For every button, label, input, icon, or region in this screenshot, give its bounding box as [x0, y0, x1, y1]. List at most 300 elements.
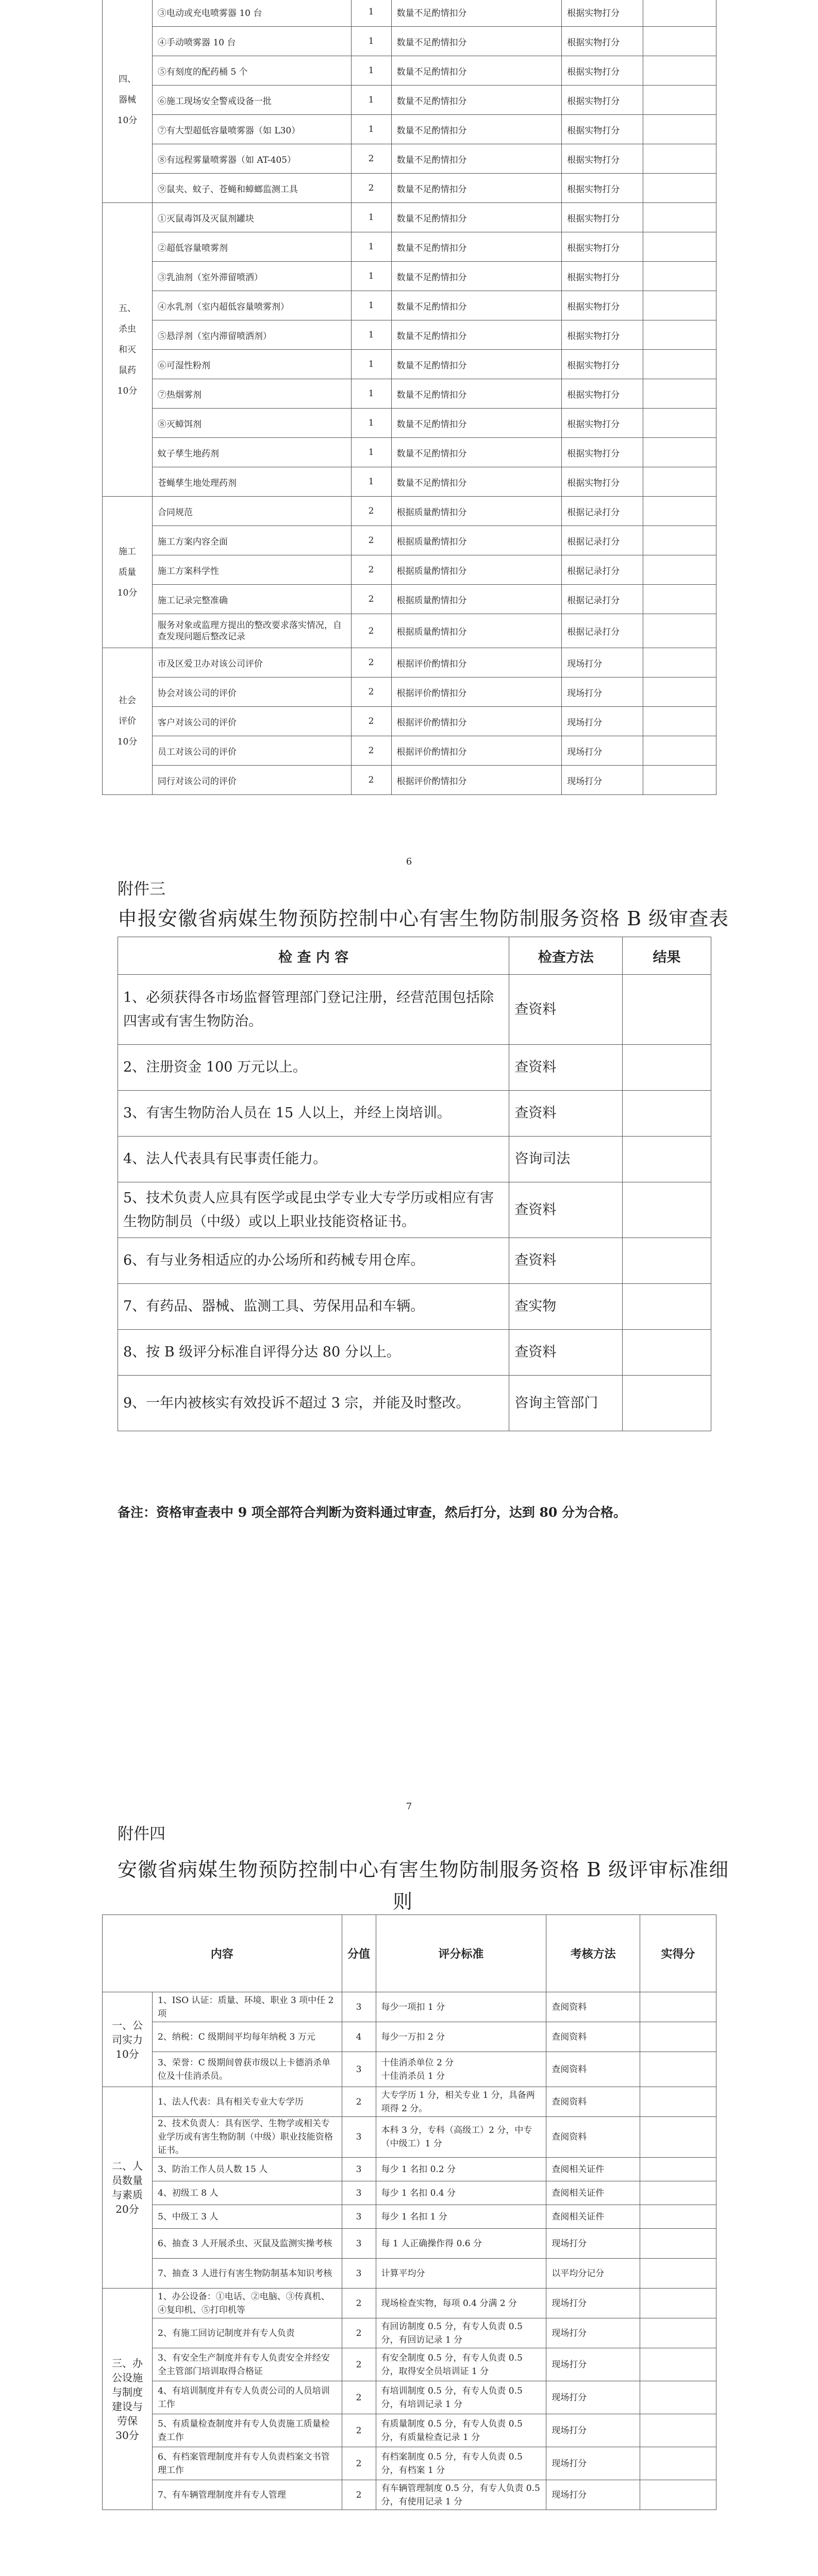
standard-cell: 每 1 人正确操作得 0.6 分: [376, 2229, 546, 2259]
actual-score-cell: [640, 2259, 716, 2289]
table-row: [103, 350, 716, 379]
method-cell: 根据实物打分: [562, 27, 643, 56]
header-actual: 实得分: [640, 1915, 716, 1992]
blank-cell: [643, 144, 716, 174]
header-content: 检 查 内 容: [118, 937, 509, 975]
method-cell: 查资料: [509, 1238, 623, 1284]
section-label: 一、公 司实力 10分: [103, 1992, 153, 2087]
method-cell: 根据实物打分: [562, 144, 643, 174]
method-cell: 根据实物打分: [562, 467, 643, 497]
standard-cell: 数量不足酌情扣分: [391, 0, 562, 27]
table-row: [103, 2289, 716, 2318]
blank-cell: [643, 766, 716, 795]
score-cell: 2: [351, 526, 391, 555]
method-cell: 根据实物打分: [562, 438, 643, 467]
method-cell: 根据实物打分: [562, 320, 643, 350]
method-cell: 现场打分: [562, 736, 643, 766]
table-row: [103, 86, 716, 115]
score-cell: 2: [342, 2318, 376, 2348]
table-row: [118, 1330, 711, 1376]
blank-cell: [643, 677, 716, 707]
score-cell: 3: [342, 2052, 376, 2087]
method-cell: 根据记录打分: [562, 497, 643, 526]
score-cell: 1: [351, 232, 391, 262]
actual-score-cell: [640, 1992, 716, 2022]
standard-cell: 数量不足酌情扣分: [391, 144, 562, 174]
method-cell: 查资料: [509, 1330, 623, 1376]
item-cell: 客户对该公司的评价: [152, 707, 351, 736]
table-row: [103, 736, 716, 766]
blank-cell: [643, 707, 716, 736]
blank-cell: [643, 555, 716, 585]
table-row: [118, 975, 711, 1045]
method-cell: 现场打分: [546, 2480, 640, 2510]
actual-score-cell: [640, 2205, 716, 2229]
table-row: [103, 262, 716, 291]
method-cell: 现场打分: [546, 2414, 640, 2447]
method-cell: 查资料: [509, 1182, 623, 1238]
standard-cell: 计算平均分: [376, 2259, 546, 2289]
standard-cell: 本科 3 分，专科（高级工）2 分，中专（中级工）1 分: [376, 2117, 546, 2158]
standard-cell: 每少 1 名扣 1 分: [376, 2205, 546, 2229]
table-row: [103, 0, 716, 27]
blank-cell: [643, 232, 716, 262]
content-cell: 3、荣誉：C 级期间曾获市级以上卡德消杀单位及十佳消杀员。: [152, 2052, 342, 2087]
score-cell: 2: [342, 2414, 376, 2447]
score-cell: 2: [351, 648, 391, 677]
table-row: [103, 203, 716, 232]
remark-note: 备注：资格审查表中 9 项全部符合判断为资料通过审查，然后打分，达到 80 分为合格。: [118, 1505, 627, 1520]
actual-score-cell: [640, 2480, 716, 2510]
actual-score-cell: [640, 2289, 716, 2318]
table-row: [118, 1182, 711, 1238]
method-cell: 查阅资料: [546, 2052, 640, 2087]
blank-cell: [643, 27, 716, 56]
item-cell: 施工方案科学性: [152, 555, 351, 585]
method-cell: 根据实物打分: [562, 86, 643, 115]
table-row: [103, 766, 716, 795]
blank-cell: [643, 174, 716, 203]
score-cell: 1: [351, 56, 391, 86]
table-row: [103, 438, 716, 467]
table-row: [103, 291, 716, 320]
standard-cell: 数量不足酌情扣分: [391, 438, 562, 467]
actual-score-cell: [640, 2348, 716, 2381]
header-score: 分值: [342, 1915, 376, 1992]
standard-cell: 根据质量酌情扣分: [391, 555, 562, 585]
item-cell: 市及区爱卫办对该公司评价: [152, 648, 351, 677]
standard-cell: 根据质量酌情扣分: [391, 614, 562, 648]
method-cell: 根据实物打分: [562, 379, 643, 409]
item-cell: ④水乳剂（室内超低容量喷雾剂）: [152, 291, 351, 320]
method-cell: 现场打分: [562, 707, 643, 736]
actual-score-cell: [640, 2229, 716, 2259]
score-cell: 1: [351, 262, 391, 291]
method-cell: 现场打分: [546, 2318, 640, 2348]
blank-cell: [643, 115, 716, 144]
table-row: [103, 174, 716, 203]
content-cell: 9、一年内被核实有效投诉不超过 3 宗，并能及时整改。: [118, 1376, 509, 1431]
standard-cell: 数量不足酌情扣分: [391, 467, 562, 497]
standard-cell: 十佳消杀单位 2 分 十佳消杀员 1 分: [376, 2052, 546, 2087]
method-cell: 现场打分: [546, 2229, 640, 2259]
standard-cell: 数量不足酌情扣分: [391, 320, 562, 350]
score-cell: 1: [351, 320, 391, 350]
table-row: [103, 409, 716, 438]
score-cell: 3: [342, 2205, 376, 2229]
table-row: [103, 2381, 716, 2414]
table-row: [103, 1992, 716, 2022]
content-cell: 5、中级工 3 人: [152, 2205, 342, 2229]
score-cell: 4: [342, 2022, 376, 2052]
method-cell: 根据实物打分: [562, 232, 643, 262]
standard-cell: 大专学历 1 分，相关专业 1 分，具备两项得 2 分。: [376, 2087, 546, 2117]
item-cell: ③乳油剂（室外滞留喷洒）: [152, 262, 351, 291]
method-cell: 根据记录打分: [562, 526, 643, 555]
score-cell: 2: [351, 766, 391, 795]
blank-cell: [643, 379, 716, 409]
item-cell: ⑧有远程雾量喷雾器（如 AT-405）: [152, 144, 351, 174]
score-cell: 1: [351, 115, 391, 144]
method-cell: 查资料: [509, 1091, 623, 1137]
header-standard: 评分标准: [376, 1915, 546, 1992]
score-cell: 1: [351, 291, 391, 320]
item-cell: ④手动喷雾器 10 台: [152, 27, 351, 56]
standard-cell: 现场检查实物，每项 0.4 分满 2 分: [376, 2289, 546, 2318]
content-cell: 1、办公设备：①电话、②电脑、③传真机、④复印机、⑤打印机等: [152, 2289, 342, 2318]
item-cell: 施工方案内容全面: [152, 526, 351, 555]
standard-cell: 数量不足酌情扣分: [391, 379, 562, 409]
method-cell: 根据实物打分: [562, 203, 643, 232]
actual-score-cell: [640, 2158, 716, 2181]
method-cell: 根据记录打分: [562, 585, 643, 614]
score-cell: 1: [351, 86, 391, 115]
header-method: 检查方法: [509, 937, 623, 975]
item-cell: ⑤悬浮剂（室内滞留喷洒剂）: [152, 320, 351, 350]
blank-cell: [643, 614, 716, 648]
score-cell: 2: [342, 2381, 376, 2414]
score-cell: 1: [351, 409, 391, 438]
scoring-table-continued: [102, 0, 716, 795]
actual-score-cell: [640, 2414, 716, 2447]
standard-cell: 数量不足酌情扣分: [391, 56, 562, 86]
blank-cell: [643, 526, 716, 555]
standard-cell: 数量不足酌情扣分: [391, 232, 562, 262]
method-cell: 查实物: [509, 1284, 623, 1330]
blank-cell: [643, 497, 716, 526]
blank-cell: [643, 585, 716, 614]
actual-score-cell: [640, 2318, 716, 2348]
standard-cell: 有车辆管理制度 0.5 分，有专人负责 0.5 分，有使用记录 1 分: [376, 2480, 546, 2510]
result-cell: [623, 1238, 711, 1284]
method-cell: 根据实物打分: [562, 174, 643, 203]
method-cell: 现场打分: [562, 766, 643, 795]
score-cell: 1: [351, 467, 391, 497]
section-label: 五、 杀虫 和灭 鼠药 10分: [103, 203, 153, 497]
item-cell: ⑦有大型超低容量喷雾器（如 L30）: [152, 115, 351, 144]
score-cell: 2: [342, 2480, 376, 2510]
table-row: [103, 526, 716, 555]
blank-cell: [643, 320, 716, 350]
content-cell: 7、有药品、器械、监测工具、劳保用品和车辆。: [118, 1284, 509, 1330]
content-cell: 4、法人代表具有民事责任能力。: [118, 1137, 509, 1182]
table-row: [103, 497, 716, 526]
table-row: [118, 1238, 711, 1284]
table-row: [103, 2158, 716, 2181]
method-cell: 现场打分: [562, 648, 643, 677]
blank-cell: [643, 648, 716, 677]
method-cell: 根据实物打分: [562, 0, 643, 27]
table-row: [103, 2087, 716, 2117]
content-cell: 2、纳税：C 级期间平均每年纳税 3 万元: [152, 2022, 342, 2052]
review-table: [118, 937, 711, 1431]
score-cell: 1: [351, 379, 391, 409]
standard-cell: 根据评价酌情扣分: [391, 707, 562, 736]
content-cell: 6、有档案管理制度并有专人负责档案文书管理工作: [152, 2447, 342, 2480]
page-number: 6: [406, 856, 412, 867]
standard-cell: 数量不足酌情扣分: [391, 291, 562, 320]
blank-cell: [643, 736, 716, 766]
score-cell: 2: [351, 497, 391, 526]
table-row: [103, 2447, 716, 2480]
content-cell: 6、有与业务相适应的办公场所和药械专用仓库。: [118, 1238, 509, 1284]
method-cell: 查阅相关证件: [546, 2181, 640, 2205]
header-method: 考核方法: [546, 1915, 640, 1992]
score-cell: 2: [351, 585, 391, 614]
method-cell: 根据记录打分: [562, 614, 643, 648]
item-cell: ②超低容量喷雾剂: [152, 232, 351, 262]
table-row: [103, 27, 716, 56]
method-cell: 根据实物打分: [562, 350, 643, 379]
score-cell: 2: [342, 2348, 376, 2381]
standard-cell: 数量不足酌情扣分: [391, 174, 562, 203]
table-row: [118, 1137, 711, 1182]
content-cell: 1、ISO 认证：质量、环境、职业 3 项中任 2 项: [152, 1992, 342, 2022]
score-cell: 2: [351, 614, 391, 648]
method-cell: 查阅相关证件: [546, 2158, 640, 2181]
method-cell: 咨询司法: [509, 1137, 623, 1182]
section-label: 社会 评价 10分: [103, 648, 153, 795]
table-row: [103, 232, 716, 262]
section-label: 三、办 公设施 与制度 建设与 劳保 30分: [103, 2289, 153, 2510]
score-cell: 1: [351, 203, 391, 232]
standard-cell: 每少 1 名扣 0.2 分: [376, 2158, 546, 2181]
item-cell: ⑨鼠夹、蚊子、苍蝇和蟑螂监测工具: [152, 174, 351, 203]
item-cell: ⑥施工现场安全警戒设备一批: [152, 86, 351, 115]
content-cell: 5、技术负责人应具有医学或昆虫学专业大专学历或相应有害生物防制员（中级）或以上职业技能资格证书。: [118, 1182, 509, 1238]
table-row: [103, 2480, 716, 2510]
table-row: [103, 115, 716, 144]
standard-cell: 数量不足酌情扣分: [391, 27, 562, 56]
method-cell: 查阅资料: [546, 2117, 640, 2158]
content-cell: 4、初级工 8 人: [152, 2181, 342, 2205]
item-cell: 苍蝇孳生地处理药剂: [152, 467, 351, 497]
table-row: [103, 677, 716, 707]
blank-cell: [643, 438, 716, 467]
table-row: [103, 2259, 716, 2289]
section-label: 四、 器械 10分: [103, 0, 153, 203]
item-cell: 员工对该公司的评价: [152, 736, 351, 766]
method-cell: 根据实物打分: [562, 115, 643, 144]
page-number: 7: [406, 1801, 412, 1812]
score-cell: 2: [351, 736, 391, 766]
method-cell: 根据实物打分: [562, 409, 643, 438]
method-cell: 根据实物打分: [562, 262, 643, 291]
table-row: [103, 2318, 716, 2348]
blank-cell: [643, 262, 716, 291]
attachment-label: 附件三: [118, 880, 165, 899]
content-cell: 3、防治工作人员人数 15 人: [152, 2158, 342, 2181]
blank-cell: [643, 467, 716, 497]
table-row: [118, 1376, 711, 1431]
attachment-label: 附件四: [118, 1825, 165, 1843]
score-cell: 2: [351, 677, 391, 707]
method-cell: 以平均分记分: [546, 2259, 640, 2289]
item-cell: 蚊子孳生地药剂: [152, 438, 351, 467]
section-label: 二、人 员数量 与素质 20分: [103, 2087, 153, 2289]
result-cell: [623, 975, 711, 1045]
item-cell: 同行对该公司的评价: [152, 766, 351, 795]
standard-cell: 每少一项扣 1 分: [376, 1992, 546, 2022]
result-cell: [623, 1137, 711, 1182]
table-row: [103, 2348, 716, 2381]
content-cell: 4、有培训制度并有专人负责公司的人员培训工作: [152, 2381, 342, 2414]
score-cell: 1: [351, 438, 391, 467]
standard-cell: 数量不足酌情扣分: [391, 86, 562, 115]
standard-cell: 根据评价酌情扣分: [391, 736, 562, 766]
attachment-title: 申报安徽省病媒生物预防控制中心有害生物防制服务资格 B 级审查表: [118, 907, 729, 930]
content-cell: 2、技术负责人：具有医学、生物学或相关专业学历或有害生物防制（中级）职业技能资格证书。: [152, 2117, 342, 2158]
method-cell: 根据实物打分: [562, 291, 643, 320]
table-row: [103, 2022, 716, 2052]
table-row: [103, 2052, 716, 2087]
content-cell: 7、有车辆管理制度并有专人管理: [152, 2480, 342, 2510]
method-cell: 现场打分: [546, 2447, 640, 2480]
section-label: 施工 质量 10分: [103, 497, 153, 648]
method-cell: 根据记录打分: [562, 555, 643, 585]
table-row: [103, 2181, 716, 2205]
content-cell: 1、法人代表：具有相关专业大专学历: [152, 2087, 342, 2117]
standard-cell: 根据评价酌情扣分: [391, 766, 562, 795]
table-row: [103, 2229, 716, 2259]
content-cell: 6、抽查 3 人开展杀虫、灭鼠及监测实操考核: [152, 2229, 342, 2259]
table-row: [103, 320, 716, 350]
table-row: [118, 1091, 711, 1137]
blank-cell: [643, 203, 716, 232]
score-cell: 3: [342, 2158, 376, 2181]
standard-cell: 根据质量酌情扣分: [391, 526, 562, 555]
content-cell: 8、按 B 级评分标准自评得分达 80 分以上。: [118, 1330, 509, 1376]
method-cell: 查阅资料: [546, 2022, 640, 2052]
content-cell: 7、抽查 3 人进行有害生物防制基本知识考核: [152, 2259, 342, 2289]
standard-cell: 有质量制度 0.5 分，有专人负责 0.5 分，有质量检查记录 1 分: [376, 2414, 546, 2447]
item-cell: 服务对象或监理方提出的整改要求落实情况，自查发现问题后整改记录: [152, 614, 351, 648]
table-row: [103, 2205, 716, 2229]
blank-cell: [643, 56, 716, 86]
method-cell: 查阅资料: [546, 1992, 640, 2022]
attachment-title: 安徽省病媒生物预防控制中心有害生物防制服务资格 B 级评审标准细: [118, 1858, 729, 1881]
result-cell: [623, 1182, 711, 1238]
score-cell: 3: [342, 2229, 376, 2259]
result-cell: [623, 1091, 711, 1137]
item-cell: ①灭鼠毒饵及灭鼠剂罐块: [152, 203, 351, 232]
actual-score-cell: [640, 2381, 716, 2414]
method-cell: 现场打分: [546, 2381, 640, 2414]
actual-score-cell: [640, 2087, 716, 2117]
standard-cell: 数量不足酌情扣分: [391, 262, 562, 291]
standard-cell: 根据质量酌情扣分: [391, 585, 562, 614]
content-cell: 2、有施工回访记制度并有专人负责: [152, 2318, 342, 2348]
actual-score-cell: [640, 2022, 716, 2052]
standard-cell: 数量不足酌情扣分: [391, 115, 562, 144]
score-cell: 2: [342, 2447, 376, 2480]
content-cell: 3、有安全生产制度并有专人负责安全并经安全主管部门培训取得合格证: [152, 2348, 342, 2381]
item-cell: ③电动或充电喷雾器 10 台: [152, 0, 351, 27]
score-cell: 1: [351, 27, 391, 56]
blank-cell: [643, 350, 716, 379]
header-content: 内容: [103, 1915, 342, 1992]
score-cell: 3: [342, 2181, 376, 2205]
item-cell: 合同规范: [152, 497, 351, 526]
method-cell: 现场打分: [546, 2348, 640, 2381]
table-row: [103, 648, 716, 677]
blank-cell: [643, 291, 716, 320]
standard-cell: 每少 1 名扣 0.4 分: [376, 2181, 546, 2205]
header-result: 结果: [623, 937, 711, 975]
table-row: [103, 614, 716, 648]
standard-cell: 数量不足酌情扣分: [391, 409, 562, 438]
attachment-title-continued: 则: [393, 1890, 413, 1913]
table-row: [103, 2414, 716, 2447]
standard-cell: 根据质量酌情扣分: [391, 497, 562, 526]
result-cell: [623, 1045, 711, 1091]
content-cell: 2、注册资金 100 万元以上。: [118, 1045, 509, 1091]
table-row: [103, 56, 716, 86]
table-header: [103, 1915, 716, 1992]
table-row: [103, 467, 716, 497]
score-cell: 2: [351, 174, 391, 203]
actual-score-cell: [640, 2181, 716, 2205]
standard-cell: 根据评价酌情扣分: [391, 648, 562, 677]
actual-score-cell: [640, 2117, 716, 2158]
table-row: [103, 707, 716, 736]
score-cell: 3: [342, 2117, 376, 2158]
table-row: [118, 1045, 711, 1091]
method-cell: 咨询主管部门: [509, 1376, 623, 1431]
score-cell: 2: [351, 144, 391, 174]
blank-cell: [643, 409, 716, 438]
blank-cell: [643, 0, 716, 27]
standard-cell: 每少一万扣 2 分: [376, 2022, 546, 2052]
standard-cell: 有培训制度 0.5 分，有专人负责 0.5 分，有培训记录 1 分: [376, 2381, 546, 2414]
result-cell: [623, 1330, 711, 1376]
item-cell: ⑧灭蟑饵剂: [152, 409, 351, 438]
item-cell: ⑥可湿性粉剂: [152, 350, 351, 379]
table-row: [103, 2117, 716, 2158]
method-cell: 查阅相关证件: [546, 2205, 640, 2229]
table-row: [103, 585, 716, 614]
method-cell: 查资料: [509, 975, 623, 1045]
score-cell: 2: [342, 2289, 376, 2318]
method-cell: 查资料: [509, 1045, 623, 1091]
method-cell: 现场打分: [562, 677, 643, 707]
standard-cell: 数量不足酌情扣分: [391, 203, 562, 232]
table-header: [118, 937, 711, 975]
content-cell: 1、必须获得各市场监督管理部门登记注册，经营范围包括除四害或有害生物防治。: [118, 975, 509, 1045]
standard-cell: 有回访制度 0.5 分，有专人负责 0.5 分，有回访记录 1 分: [376, 2318, 546, 2348]
item-cell: 协会对该公司的评价: [152, 677, 351, 707]
item-cell: ⑤有刻度的配药桶 5 个: [152, 56, 351, 86]
